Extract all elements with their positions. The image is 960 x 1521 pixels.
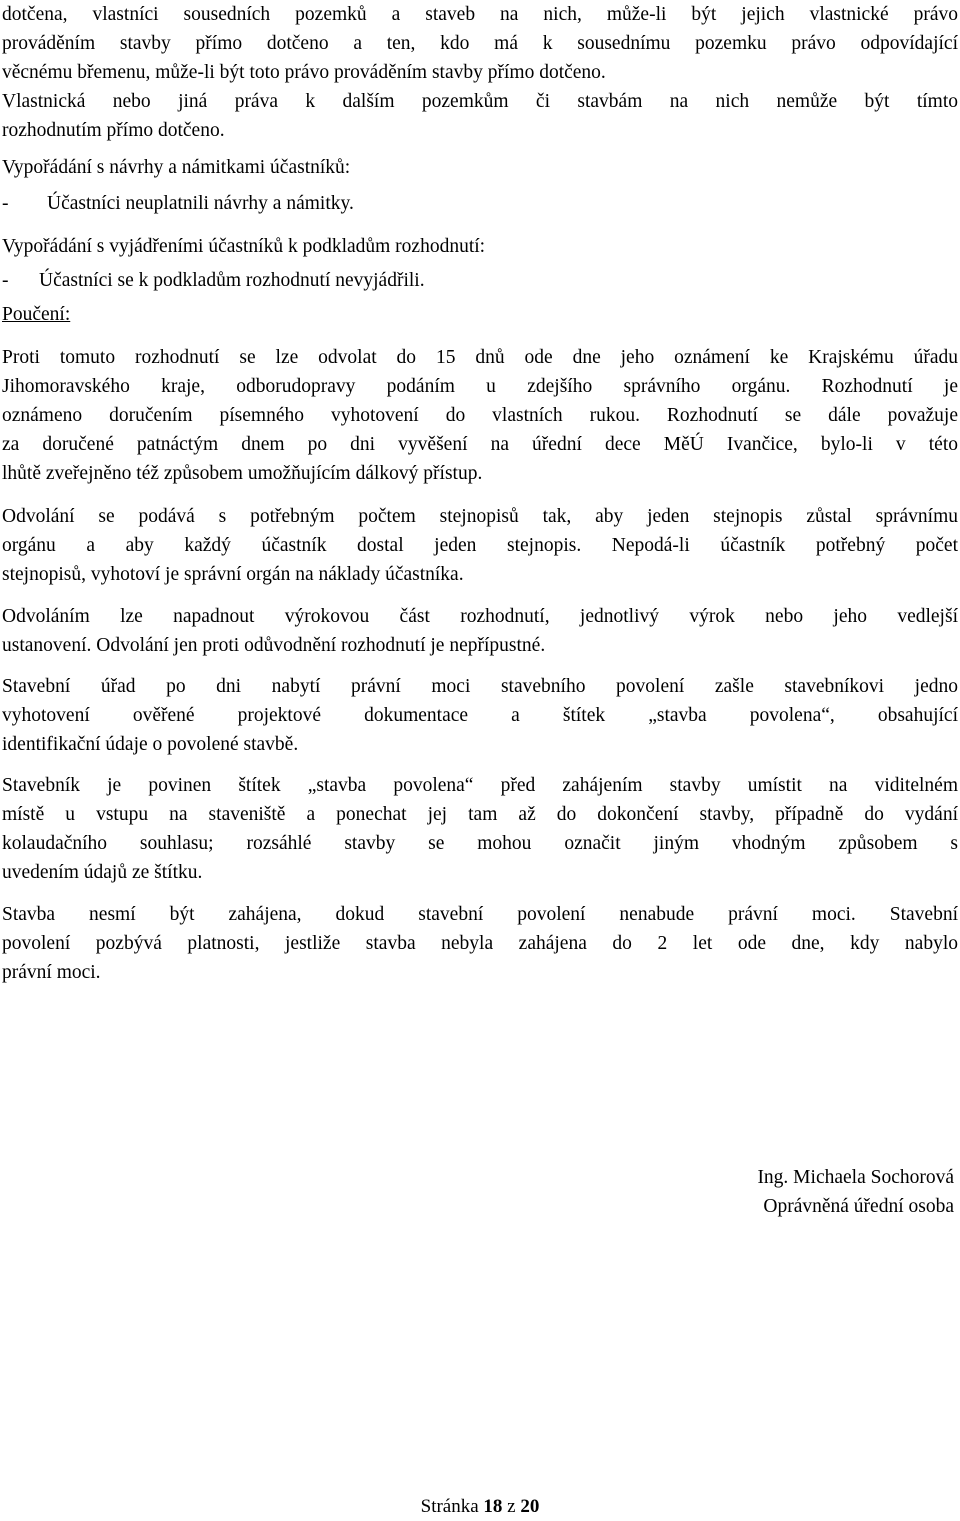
paragraph-line: Stavebník je povinen štítek „stavba povolena“ před zahájením stavby umístit na viditelném [2,775,958,796]
list-dash: - [2,270,9,291]
paragraph-line: za doručené patnáctým dnem po dni vyvěšení na úřední dece MěÚ Ivančice, bylo-li v této [2,434,958,455]
signatory-name: Ing. Michaela Sochorová [757,1167,954,1188]
paragraph-line: orgánu a aby každý účastník dostal jeden stejnopis. Nepodá-li účastník potřebný počet [2,535,958,556]
paragraph-line: ustanovení. Odvolání jen proti odůvodnění rozhodnutí je nepřípustné. [2,635,546,656]
paragraph-line: Odvoláním lze napadnout výrokovou část rozhodnutí, jednotlivý výrok nebo jeho vedlejší [2,606,958,627]
page-footer [0,1492,960,1521]
intro-line: Vlastnická nebo jiná práva k dalším pozemkům či stavbám na nich nemůže být tímto [2,91,958,112]
signatory-role: Oprávněná úřední osoba [763,1196,954,1217]
paragraph-line: místě u vstupu na staveniště a ponechat jej tam až do dokončení stavby, případně do vydání [2,804,958,825]
footer-of: z [507,1496,516,1517]
instruction-paragraph [2,672,958,759]
intro-line: rozhodnutím přímo dotčeno. [2,120,225,141]
instruction-paragraph [2,602,958,660]
instruction-heading: Poučení: [2,304,71,325]
intro-line: dotčena, vlastníci sousedních pozemků a staveb na nich, může-li být jejich vlastnické právo [2,4,958,25]
list-dash: - [2,193,9,214]
statements-heading: Vypořádání s vyjádřeními účastníků k podkladům rozhodnutí: [2,236,486,257]
paragraph-line: identifikační údaje o povolené stavbě. [2,734,299,755]
instruction-paragraph [2,502,958,589]
paragraph-line: Jihomoravského kraje, odborudopravy podáním u zdejšího správního orgánu. Rozhodnutí je [2,376,958,397]
intro-line: prováděním stavby přímo dotčeno a ten, kdo má k sousednímu pozemku právo odpovídající [2,33,958,54]
signature-block [757,1163,954,1221]
instruction-paragraph [2,900,958,987]
statements-item [2,266,425,295]
footer-page-number: 18 [483,1496,503,1517]
paragraph-line: oznámeno doručením písemného vyhotovení do vlastních rukou. Rozhodnutí se dále považuje [2,405,958,426]
intro-paragraph [2,0,958,145]
paragraph-line: lhůtě zveřejněno též způsobem umožňujícím dálkový přístup. [2,463,483,484]
proposals-item [2,189,354,218]
footer-label: Stránka [420,1496,479,1517]
paragraph-line: vyhotovení ověřené projektové dokumentace a štítek „stavba povolena“, obsahující [2,705,958,726]
instruction-paragraph [2,343,958,488]
instruction-paragraph [2,771,958,887]
paragraph-line: právní moci. [2,962,101,983]
proposals-item-text: Účastníci neuplatnili návrhy a námitky. [47,193,354,214]
proposals-heading: Vypořádání s návrhy a námitkami účastníků: [2,157,351,178]
paragraph-line: povolení pozbývá platnosti, jestliže stavba nebyla zahájena do 2 let ode dne, kdy nabylo [2,933,958,954]
paragraph-line: stejnopisů, vyhotoví je správní orgán na náklady účastníka. [2,564,464,585]
footer-total-pages: 20 [520,1496,540,1517]
statements-item-text: Účastníci se k podkladům rozhodnutí nevyjádřili. [39,270,425,291]
intro-line: věcnému břemenu, může-li být toto právo prováděním stavby přímo dotčeno. [2,62,606,83]
paragraph-line: Proti tomuto rozhodnutí se lze odvolat do 15 dnů ode dne jeho oznámení ke Krajskému úřadu [2,347,958,368]
paragraph-line: Stavební úřad po dni nabytí právní moci stavebního povolení zašle stavebníkovi jedno [2,676,958,697]
paragraph-line: Stavba nesmí být zahájena, dokud stavební povolení nenabude právní moci. Stavební [2,904,958,925]
paragraph-line: Odvolání se podává s potřebným počtem stejnopisů tak, aby jeden stejnopis zůstal správnímu [2,506,958,527]
paragraph-line: kolaudačního souhlasu; rozsáhlé stavby se mohou označit jiným vhodným způsobem s [2,833,958,854]
paragraph-line: uvedením údajů ze štítku. [2,862,203,883]
